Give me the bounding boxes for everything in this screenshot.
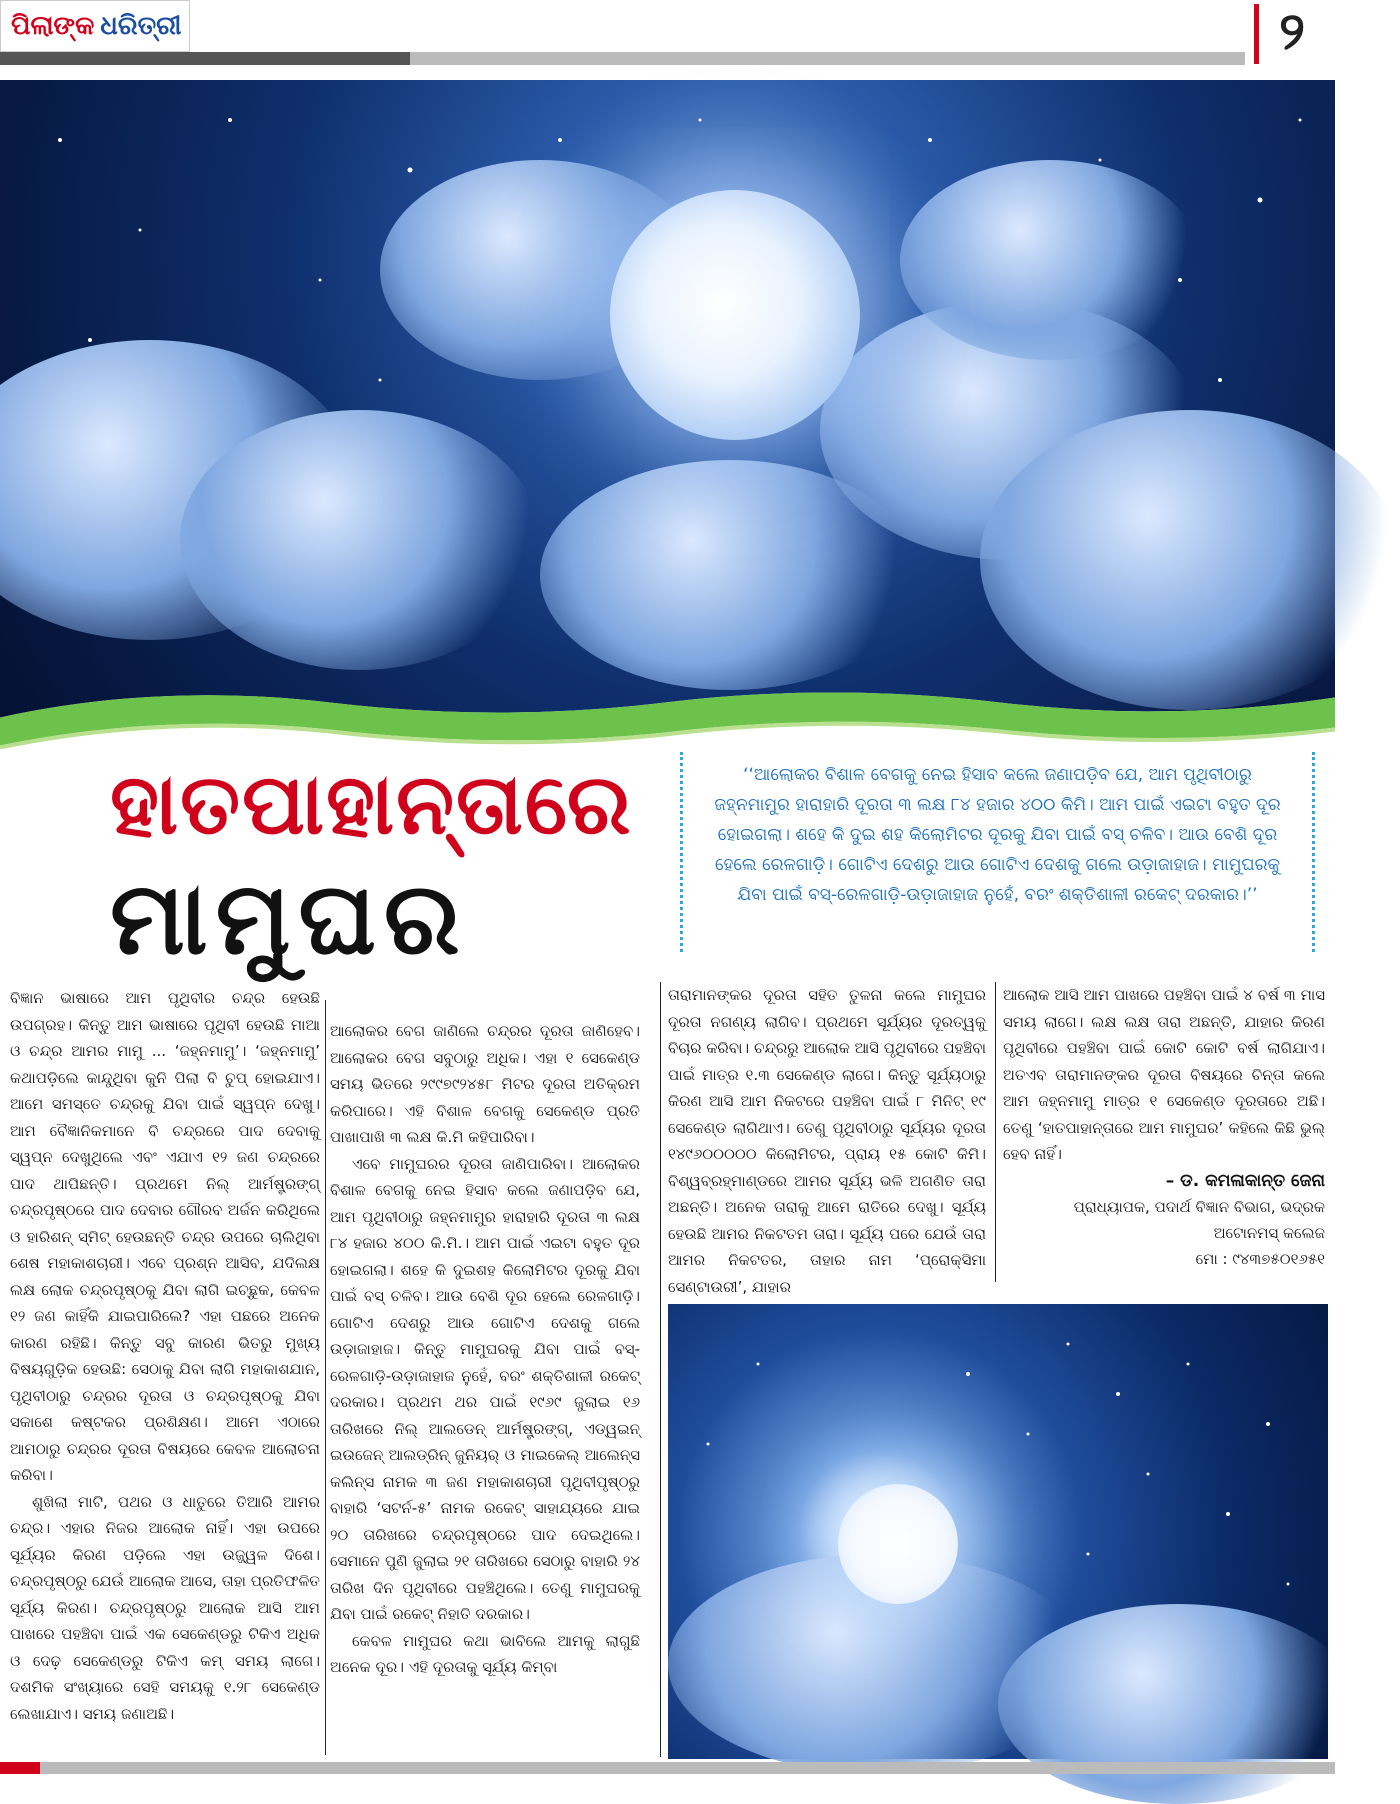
author-byline bbox=[1003, 1168, 1325, 1272]
article-column-1 bbox=[10, 985, 320, 1755]
paragraph: ତାରାମାନଙ୍କର ଦୂରତା ସହିତ ତୁଳନା କଲେ ମାମୁଘର ଦୂରତା ନଗଣ୍ୟ ଲାଗିବ। ପ୍ରଥମେ ସୂର୍ଯ୍ୟର ଦୂରତ୍ୱକୁ ବିଚାର କରିବା। ଚନ୍ଦ୍ରରୁ ଆଲୋକ ଆସି ପୃଥିବୀରେ ପହଞ୍ଚିବା ପାଇଁ ମାତ୍ର ୧.୩ ସେକେଣ୍ଡ ଲାଗେ। କିନ୍ତୁ ସୂର୍ଯ୍ୟଠାରୁ କିରଣ ଆସି ଆମ ନିକଟରେ ପହଞ୍ଚିବା ପାଇଁ ୮ ମିନିଟ୍ ୧୯ ସେକେଣ୍ଡ ଲାଗିଥାଏ। ତେଣୁ ପୃଥିବୀଠାରୁ ସୂର୍ଯ୍ୟର ଦୂରତା ୧୪୯୬୦୦୦୦୦ କିଲୋମିଟର, ପ୍ରାୟ ୧୫ କୋଟି କିମି। ବିଶ୍ୱବ୍ରହ୍ମାଣ୍ଡରେ ଆମର ସୂର୍ଯ୍ୟ ଭଳି ଅଗଣିତ ତାରା ଅଛନ୍ତି। ଅନେକ ତାରାକୁ ଆମେ ରାତିରେ ଦେଖୁ। ସୂର୍ଯ୍ୟ ହେଉଛି ଆମର ନିକଟତମ ତାରା। ସୂର୍ଯ୍ୟ ପରେ ଯେଉଁ ତାରା ଆମର ନିକଟତର, ତାହାର ନାମ ‘ପ୍ରୋକ୍ସିମା ସେଣ୍ଟାଉରୀ’, ଯାହାର bbox=[668, 986, 986, 1296]
cloud bbox=[998, 1604, 1358, 1804]
paragraph: ଶୁଖିଲା ମାଟି, ପଥର ଓ ଧାତୁରେ ତିଆରି ଆମର ଚନ୍ଦ୍ର। ଏହାର ନିଜର ଆଲୋକ ନାହିଁ। ଏହା ଉପରେ ସୂର୍ଯ୍ୟର କିରଣ ପଡ଼ିଲେ ଏହା ଉଜ୍ଜ୍ୱଳ ଦିଶେ। ଚନ୍ଦ୍ରପୃଷ୍ଠରୁ ଯେଉଁ ଆଲୋକ ଆସେ, ତାହା ପ୍ରତିଫଳିତ ସୂର୍ଯ୍ୟ କିରଣ। ଚନ୍ଦ୍ରପୃଷ୍ଠରୁ ଆଲୋକ ଆସି ଆମ ପାଖରେ ପହଞ୍ଚିବା ପାଇଁ ଏକ ସେକେଣ୍ଡରୁ ଟିକିଏ ଅଧିକ ଓ ଦେଢ଼ ସେକେଣ୍ଡରୁ ଟିକିଏ କମ୍ ସମୟ ଲାଗେ। ଦଶମିକ ସଂଖ୍ୟାରେ ସେହି ସମୟକୁ ୧.୨୮ ସେକେଣ୍ଡ ଲେଖାଯାଏ। ସମୟ ଜଣାଅଛି। bbox=[10, 1492, 320, 1723]
footer-accent bbox=[0, 1762, 40, 1774]
masthead-part-2: ଧରିତ୍ରୀ bbox=[100, 10, 182, 41]
moon bbox=[838, 1484, 958, 1604]
cloud bbox=[540, 460, 920, 690]
masthead-logo bbox=[0, 0, 190, 52]
column-divider bbox=[660, 982, 661, 1757]
masthead-part-1: ପିଲାଙ୍କ bbox=[11, 10, 95, 41]
article-column-2 bbox=[330, 1018, 640, 1758]
page-header bbox=[0, 0, 1335, 68]
page-number: ୨ bbox=[1254, 4, 1305, 64]
article-column-4 bbox=[1003, 982, 1325, 1162]
full-moon bbox=[610, 190, 860, 440]
moon-clouds-image bbox=[668, 1304, 1328, 1759]
header-bar-light bbox=[410, 52, 1245, 65]
author-designation: ପ୍ରାଧ୍ୟାପକ, ପଦାର୍ଥ ବିଜ୍ଞାନ ବିଭାଗ, ଭଦ୍ରକ bbox=[1073, 1198, 1325, 1216]
paragraph: କେବଳ ମାମୁଘର କଥା ଭାବିଲେ ଆମକୁ ଲାଗୁଛି ଅନେକ ଦୂର। ଏହି ଦୂରତାକୁ ସୂର୍ଯ୍ୟ କିମ୍ବା bbox=[330, 1631, 640, 1676]
footer-bar bbox=[0, 1762, 1335, 1774]
paragraph: ବିଜ୍ଞାନ ଭାଷାରେ ଆମ ପୃଥିବୀର ଚନ୍ଦ୍ର ହେଉଛି ଉପଗ୍ରହ। କିନ୍ତୁ ଆମ ଭାଷାରେ ପୃଥିବୀ ହେଉଛି ମାଆ ଓ ଚନ୍ଦ୍ର ଆମର ମାମୁ ... ‘ଜହ୍ନମାମୁ’। ‘ଜହ୍ନମାମୁ’ କଥାପଡ଼ିଲେ କାନ୍ଦୁଥିବା କୁନି ପିଲା ବି ଚୁପ୍ ହୋଇଯାଏ। ଆମେ ସମସ୍ତେ ଚନ୍ଦ୍ରକୁ ଯିବା ପାଇଁ ସ୍ୱପ୍ନ ଦେଖୁ। ଆମ ବୈଜ୍ଞାନିକମାନେ ବି ଚନ୍ଦ୍ରରେ ପାଦ ଦେବାକୁ ସ୍ୱପ୍ନ ଦେଖୁଥିଲେ ଏବଂ ଏଯାଏ ୧୨ ଜଣ ଚନ୍ଦ୍ରରେ ପାଦ ଥାପିଛନ୍ତି। ପ୍ରଥମେ ନିଲ୍ ଆର୍ମଷ୍ଟ୍ରଙ୍ଗ୍ ଚନ୍ଦ୍ରପୃଷ୍ଠରେ ପାଦ ଦେବାର ଗୌରବ ଅର୍ଜନ କରିଥିଲେ ଓ ହାରିଶନ୍ ସ୍ମିଟ୍ ହେଉଛନ୍ତି ଚନ୍ଦ୍ର ଉପରେ ଚାଲିଥିବା ଶେଷ ମହାକାଶଚାରୀ। ଏବେ ପ୍ରଶ୍ନ ଆସିବ, ଯଦିଲକ୍ଷ ଲକ୍ଷ ଲୋକ ଚନ୍ଦ୍ରପୃଷ୍ଠକୁ ଯିବା ଲାଗି ଇଚ୍ଛୁକ, କେବଳ ୧୨ ଜଣ କାହିଁକି ଯାଇପାରିଲେ? ଏହା ପଛରେ ଅନେକ କାରଣ ରହିଛି। କିନ୍ତୁ ସବୁ କାରଣ ଭିତରୁ ମୁଖ୍ୟ ବିଷୟଗୁଡ଼ିକ ହେଉଛି: ସେଠାକୁ ଯିବା ଲାଗି ମହାକାଶଯାନ, ପୃଥିବୀଠାରୁ ଚନ୍ଦ୍ରର ଦୂରତା ଓ ଚନ୍ଦ୍ରପୃଷ୍ଠକୁ ଯିବା ସକାଶେ କଷ୍ଟକର ପ୍ରଶିକ୍ଷଣ। ଆମେ ଏଠାରେ ଆମଠାରୁ ଚନ୍ଦ୍ରର ଦୂରତା ବିଷୟରେ କେବଳ ଆଲୋଚନା କରିବା। bbox=[10, 989, 320, 1484]
header-bar-dark bbox=[0, 52, 410, 65]
author-name: – ଡ. କମଳାକାନ୍ତ ଜେନା bbox=[1165, 1171, 1325, 1191]
headline-line-1: ହାତପାହାନ୍ତାରେ bbox=[110, 755, 633, 853]
headline-line-2: ମାମୁଘର bbox=[110, 860, 468, 977]
paragraph: ଏବେ ମାମୁଘରର ଦୂରତା ଜାଣିପାରିବା। ଆଲୋକର ବିଶାଳ ବେଗକୁ ନେଇ ହିସାବ କଲେ ଜଣାପଡ଼ିବ ଯେ, ଆମ ପୃଥିବୀଠାରୁ ଜହ୍ନମାମୁର ହାରାହାରି ଦୂରତା ୩ ଲକ୍ଷ ୮୪ ହଜାର ୪୦୦ କି.ମି.। ଆମ ପାଇଁ ଏଇଟା ବହୁତ ଦୂର ହୋଇଗଲା। ଶହେ କି ଦୁଇଶହ କିଲୋମିଟର ଦୂରକୁ ଯିବା ପାଇଁ ବସ୍ ଚଳିବ। ଆଉ ବେଶି ଦୂର ହେଲେ ରେଳଗାଡ଼ି। ଗୋଟିଏ ଦେଶରୁ ଆଉ ଗୋଟିଏ ଦେଶକୁ ଗଲେ ଉଡ଼ାଜାହାଜ। କିନ୍ତୁ ମାମୁଘରକୁ ଯିବା ପାଇଁ ବସ୍-ରେଳଗାଡ଼ି-ଉଡ଼ାଜାହାଜ ନୁହେଁ, ବରଂ ଶକ୍ତିଶାଳୀ ରକେଟ୍ ଦରକାର। ପ୍ରଥମ ଥର ପାଇଁ ୧୯୬୯ ଜୁଲାଇ ୧୬ ତାରିଖରେ ନିଲ୍ ଆଲଡେନ୍ ଆର୍ମଷ୍ଟ୍ରଙ୍ଗ୍, ଏଡ୍ୱଇନ୍ ଇଉଜେନ୍ ଆଲଡ୍ରିନ୍ ଜୁନିୟର୍ ଓ ମାଇକେଲ୍ ଆଲେନ୍ସ କଲିନ୍ସ ନାମକ ୩ ଜଣ ମହାକାଶଚାରୀ ପୃଥିବୀପୃଷ୍ଠରୁ ବାହାରି ‘ସଟର୍ନ-୫’ ନାମକ ରକେଟ୍ ସାହାଯ୍ୟରେ ଯାଇ ୨୦ ତାରିଖରେ ଚନ୍ଦ୍ରପୃଷ୍ଠରେ ପାଦ ଦେଇଥିଲେ। ସେମାନେ ପୁଣି ଜୁଲାଇ ୨୧ ତାରିଖରେ ସେଠାରୁ ବାହାରି ୨୪ ତାରିଖ ଦିନ ପୃଥିବୀରେ ପହଞ୍ଚିଥିଲେ। ତେଣୁ ମାମୁଘରକୁ ଯିବା ପାଇଁ ରକେଟ୍ ନିହାତି ଦରକାର। bbox=[330, 1154, 640, 1623]
paragraph: ଆଲୋକ ଆସି ଆମ ପାଖରେ ପହଞ୍ଚିବା ପାଇଁ ୪ ବର୍ଷ ୩ ମାସ ସମୟ ଲାଗେ। ଲକ୍ଷ ଲକ୍ଷ ତାରା ଅଛନ୍ତି, ଯାହାର କିରଣ ପୃଥିବୀରେ ପହଞ୍ଚିବା ପାଇଁ କୋଟି କୋଟି ବର୍ଷ ଲାଗିଯାଏ। ଅତଏବ ତାରାମାନଙ୍କର ଦୂରତା ବିଷୟରେ ଚିନ୍ତା କଲେ ଆମ ଜହ୍ନମାମୁ ମାତ୍ର ୧ ସେକେଣ୍ଡ ଦୂରତାରେ ଅଛି। ତେଣୁ ‘ହାତପାହାନ୍ତାରେ ଆମ ମାମୁଘର’ କହିଲେ କିଛି ଭୁଲ୍ ହେବ ନାହିଁ। bbox=[1003, 986, 1325, 1163]
article-column-3 bbox=[668, 982, 986, 1296]
cloud bbox=[180, 410, 540, 670]
green-wave-band bbox=[0, 665, 1335, 765]
author-institution: ଅଟୋନମସ୍ କଲେଜ bbox=[1213, 1224, 1325, 1242]
cloud bbox=[900, 160, 1200, 360]
column-divider bbox=[995, 982, 996, 1282]
pull-quote: ‘‘ଆଲୋକର ବିଶାଳ ବେଗକୁ ନେଇ ହିସାବ କଲେ ଜଣାପଡ଼ିବ ଯେ, ଆମ ପୃଥିବୀଠାରୁ ଜହ୍ନମାମୁର ହାରାହାରି ଦୂରତା ୩ ଲକ୍ଷ ୮୪ ହଜାର ୪୦୦ କିମି। ଆମ ପାଇଁ ଏଇଟା ବହୁତ ଦୂର ହୋଇଗଲା। ଶହେ କି ଦୁଇ ଶହ କିଲୋମିଟର ଦୂରକୁ ଯିବା ପାଇଁ ବସ୍ ଚଳିବ। ଆଉ ବେଶି ଦୂର ହେଲେ ରେଳଗାଡ଼ି। ଗୋଟିଏ ଦେଶରୁ ଆଉ ଗୋଟିଏ ଦେଶକୁ ଗଲେ ଉଡ଼ାଜାହାଜ। ମାମୁଘରକୁ ଯିବା ପାଇଁ ବସ୍-ରେଳଗାଡ଼ି-ଉଡ଼ାଜାହାଜ ନୁହେଁ, ବରଂ ଶକ୍ତିଶାଳୀ ରକେଟ୍ ଦରକାର।’’ bbox=[680, 752, 1315, 952]
author-phone: ମୋ : ୯୪୩୭୫୦୧୬୫୧ bbox=[1195, 1250, 1325, 1268]
paragraph: ଆଲୋକର ବେଗ ଜାଣିଲେ ଚନ୍ଦ୍ରର ଦୂରତା ଜାଣିହେବ। ଆଲୋକର ବେଗ ସବୁଠାରୁ ଅଧିକ। ଏହା ୧ ସେକେଣ୍ଡ ସମୟ ଭିତରେ ୨୯୯୭୯୨୪୫୮ ମିଟର ଦୂରତା ଅତିକ୍ରମ କରିପାରେ। ଏହି ବିଶାଳ ବେଗକୁ ସେକେଣ୍ଡ ପ୍ରତି ପାଖାପାଖି ୩ ଲକ୍ଷ କି.ମି କହିପାରିବା। bbox=[330, 1022, 640, 1146]
column-divider bbox=[325, 1000, 326, 1755]
